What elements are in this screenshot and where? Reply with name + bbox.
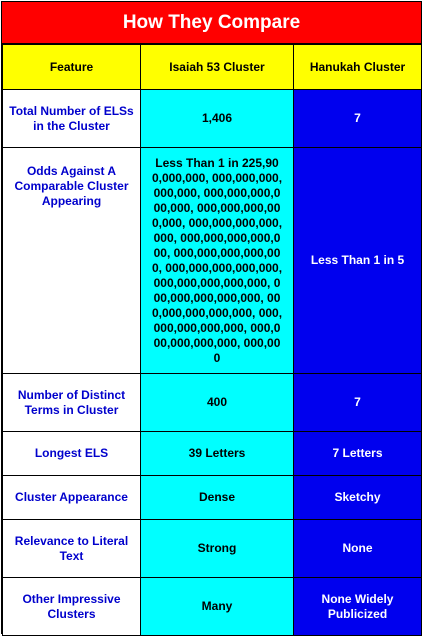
- isaiah-cell: 400: [141, 374, 294, 432]
- table-row: [3, 476, 422, 520]
- isaiah-cell: Strong: [141, 520, 294, 578]
- table-row: [3, 374, 422, 432]
- hanukah-cell: Sketchy: [294, 476, 422, 520]
- isaiah-cell: [141, 148, 294, 374]
- feature-cell: Other Impressive Clusters: [3, 578, 141, 636]
- feature-cell: Odds Against A Comparable Cluster Appearing: [3, 148, 141, 374]
- table-row: [3, 90, 422, 148]
- hanukah-cell: Less Than 1 in 5: [294, 148, 422, 374]
- table-row: [3, 432, 422, 476]
- hanukah-cell: None Widely Publicized: [294, 578, 422, 636]
- isaiah-cell: 39 Letters: [141, 432, 294, 476]
- header-feature: Feature: [3, 45, 141, 90]
- comparison-table: [2, 44, 422, 636]
- odds-value: Less Than 1 in 225,900,000,000, 000,000,000,000,000, 000,000,000,000,000, 000,000,000,000,000, 000,000,000,000,000, 000,000,000,000,000, 000,000,000,000,000, 000,000,000,000,000, 000,000,000,000,000, 000,000,000,000,000, 000,000,000,000,000, 000,000,000,000,000, 000,000,000,000,000, 000,000: [151, 155, 283, 365]
- hanukah-cell: 7: [294, 90, 422, 148]
- table-row: [3, 148, 422, 374]
- isaiah-cell: 1,406: [141, 90, 294, 148]
- isaiah-cell: Many: [141, 578, 294, 636]
- table-row: [3, 578, 422, 636]
- feature-cell: Number of Distinct Terms in Cluster: [3, 374, 141, 432]
- feature-cell: Total Number of ELSs in the Cluster: [3, 90, 141, 148]
- feature-cell: Relevance to Literal Text: [3, 520, 141, 578]
- page-title: How They Compare: [2, 2, 421, 44]
- isaiah-cell: Dense: [141, 476, 294, 520]
- hanukah-cell: None: [294, 520, 422, 578]
- feature-cell: Cluster Appearance: [3, 476, 141, 520]
- table-row: [3, 520, 422, 578]
- header-hanukah: Hanukah Cluster: [294, 45, 422, 90]
- comparison-frame: [1, 1, 422, 634]
- feature-cell: Longest ELS: [3, 432, 141, 476]
- header-row: [3, 45, 422, 90]
- header-isaiah: Isaiah 53 Cluster: [141, 45, 294, 90]
- hanukah-cell: 7: [294, 374, 422, 432]
- hanukah-cell: 7 Letters: [294, 432, 422, 476]
